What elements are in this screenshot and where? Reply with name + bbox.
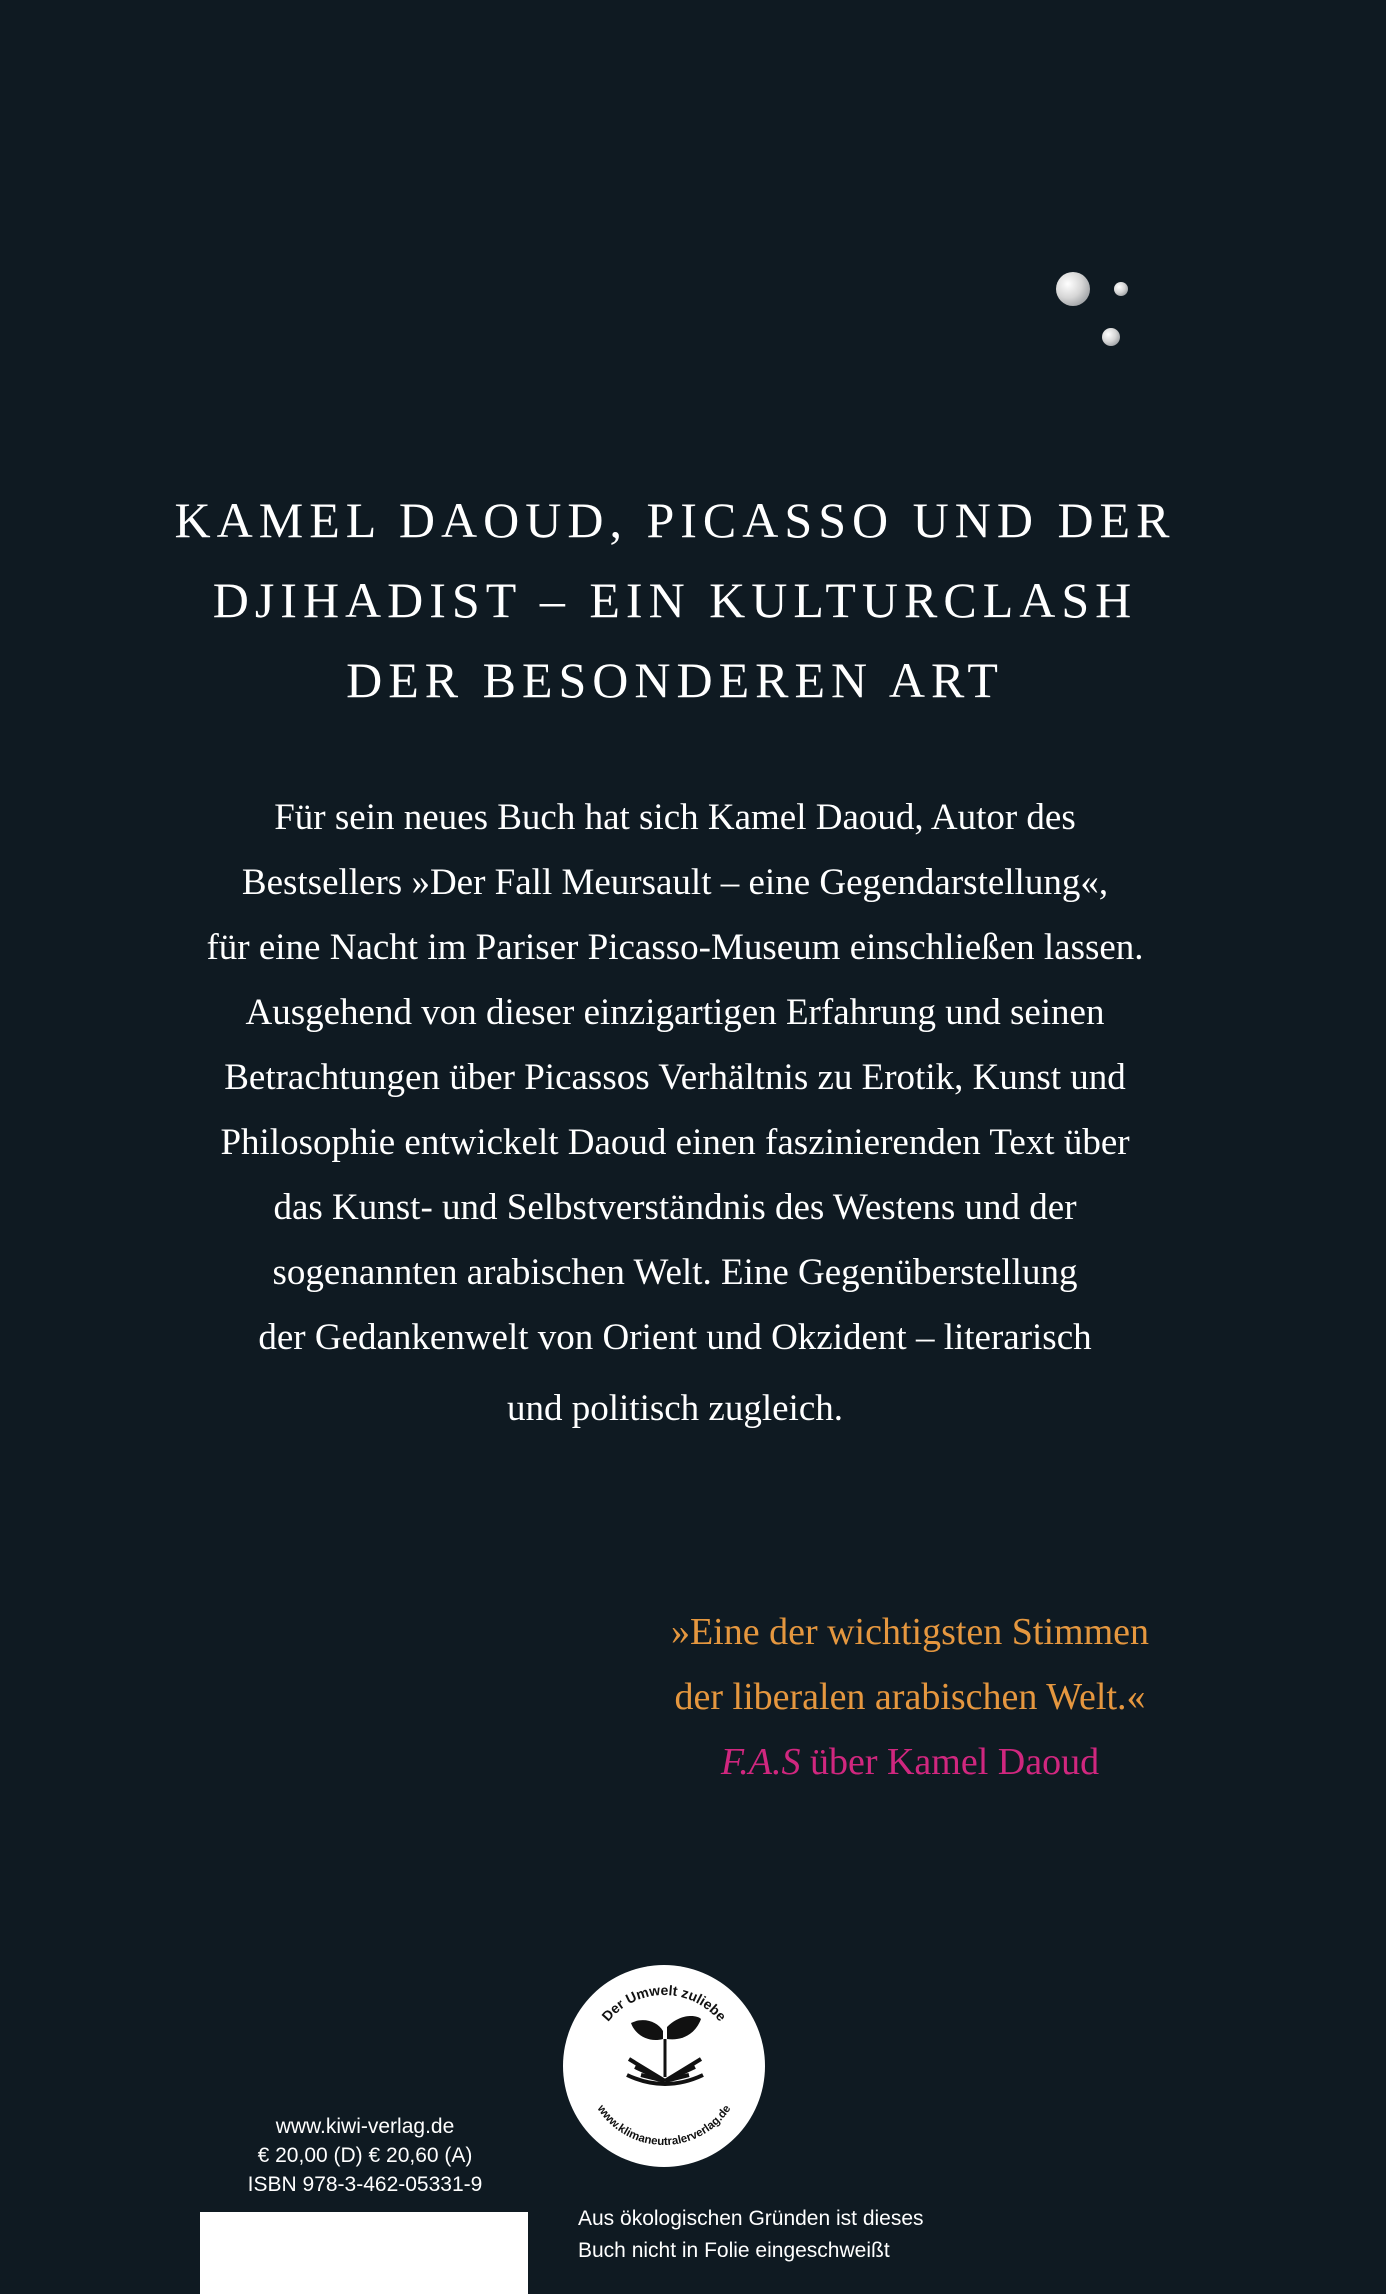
barcode-area — [200, 2212, 528, 2294]
blurb-line: Bestsellers »Der Fall Meursault – eine Gegendarstellung«, — [241, 862, 1109, 903]
blurb-line: Ausgehend von dieser einzigartigen Erfahrung und seinen — [245, 992, 1105, 1033]
imprint — [200, 2112, 530, 2199]
svg-text:www.klimaneutralerverlag.de — [594, 2102, 733, 2148]
quote-line: »Eine der wichtigsten Stimmen — [670, 1611, 1150, 1653]
decorative-dots — [1040, 260, 1140, 360]
decorative-dot-large — [1056, 272, 1090, 306]
quote-source-name: F.A.S — [720, 1741, 801, 1783]
svg-text:Der Umwelt zuliebe — [598, 1982, 730, 2024]
climate-badge-graphic — [563, 1965, 765, 2167]
quote-source-rest: über Kamel Daoud — [800, 1741, 1100, 1783]
decorative-dot-medium — [1102, 328, 1120, 346]
blurb-line: Für sein neues Buch hat sich Kamel Daoud, Autor des — [274, 797, 1076, 838]
price: € 20,00 (D) € 20,60 (A) — [257, 2144, 473, 2167]
open-book-leaves-icon — [627, 2016, 703, 2084]
blurb-line: und politisch zugleich. — [506, 1388, 844, 1429]
blurb — [80, 785, 1270, 1441]
blurb-line: Philosophie entwickelt Daoud einen faszinierenden Text über — [220, 1122, 1130, 1163]
headline — [80, 480, 1270, 720]
climate-neutral-badge — [563, 1965, 765, 2167]
isbn: ISBN 978-3-462-05331-9 — [247, 2173, 483, 2196]
blurb-line: für eine Nacht im Pariser Picasso-Museum einschließen lassen. — [206, 927, 1144, 968]
blurb-line: Betrachtungen über Picassos Verhältnis zu Erotik, Kunst und — [224, 1057, 1126, 1098]
eco-note-line: Buch nicht in Folie eingeschweißt — [578, 2239, 890, 2262]
quote-line: der liberalen arabischen Welt.« — [674, 1676, 1146, 1718]
headline-line: DJIHADIST – EIN KULTURCLASH — [212, 572, 1138, 628]
eco-note-line: Aus ökologischen Gründen ist dieses — [578, 2207, 924, 2230]
quote-source — [560, 1730, 1260, 1795]
eco-note — [578, 2203, 998, 2267]
badge-bottom-text: www.klimaneutralerverlag.de — [594, 2103, 734, 2149]
headline-line: DER BESONDEREN ART — [346, 652, 1004, 708]
blurb-line: der Gedankenwelt von Orient und Okzident – literarisch — [258, 1317, 1092, 1358]
blurb-line: sogenannten arabischen Welt. Eine Gegenüberstellung — [272, 1252, 1078, 1293]
blurb-line: das Kunst- und Selbstverständnis des Westens und der — [273, 1187, 1077, 1228]
decorative-dot-small — [1114, 282, 1128, 296]
headline-line: KAMEL DAOUD, PICASSO UND DER — [174, 492, 1176, 548]
badge-top-text: Der Umwelt zuliebe — [598, 1981, 730, 2025]
publisher-website: www.kiwi-verlag.de — [275, 2115, 455, 2138]
press-quote — [560, 1600, 1260, 1795]
